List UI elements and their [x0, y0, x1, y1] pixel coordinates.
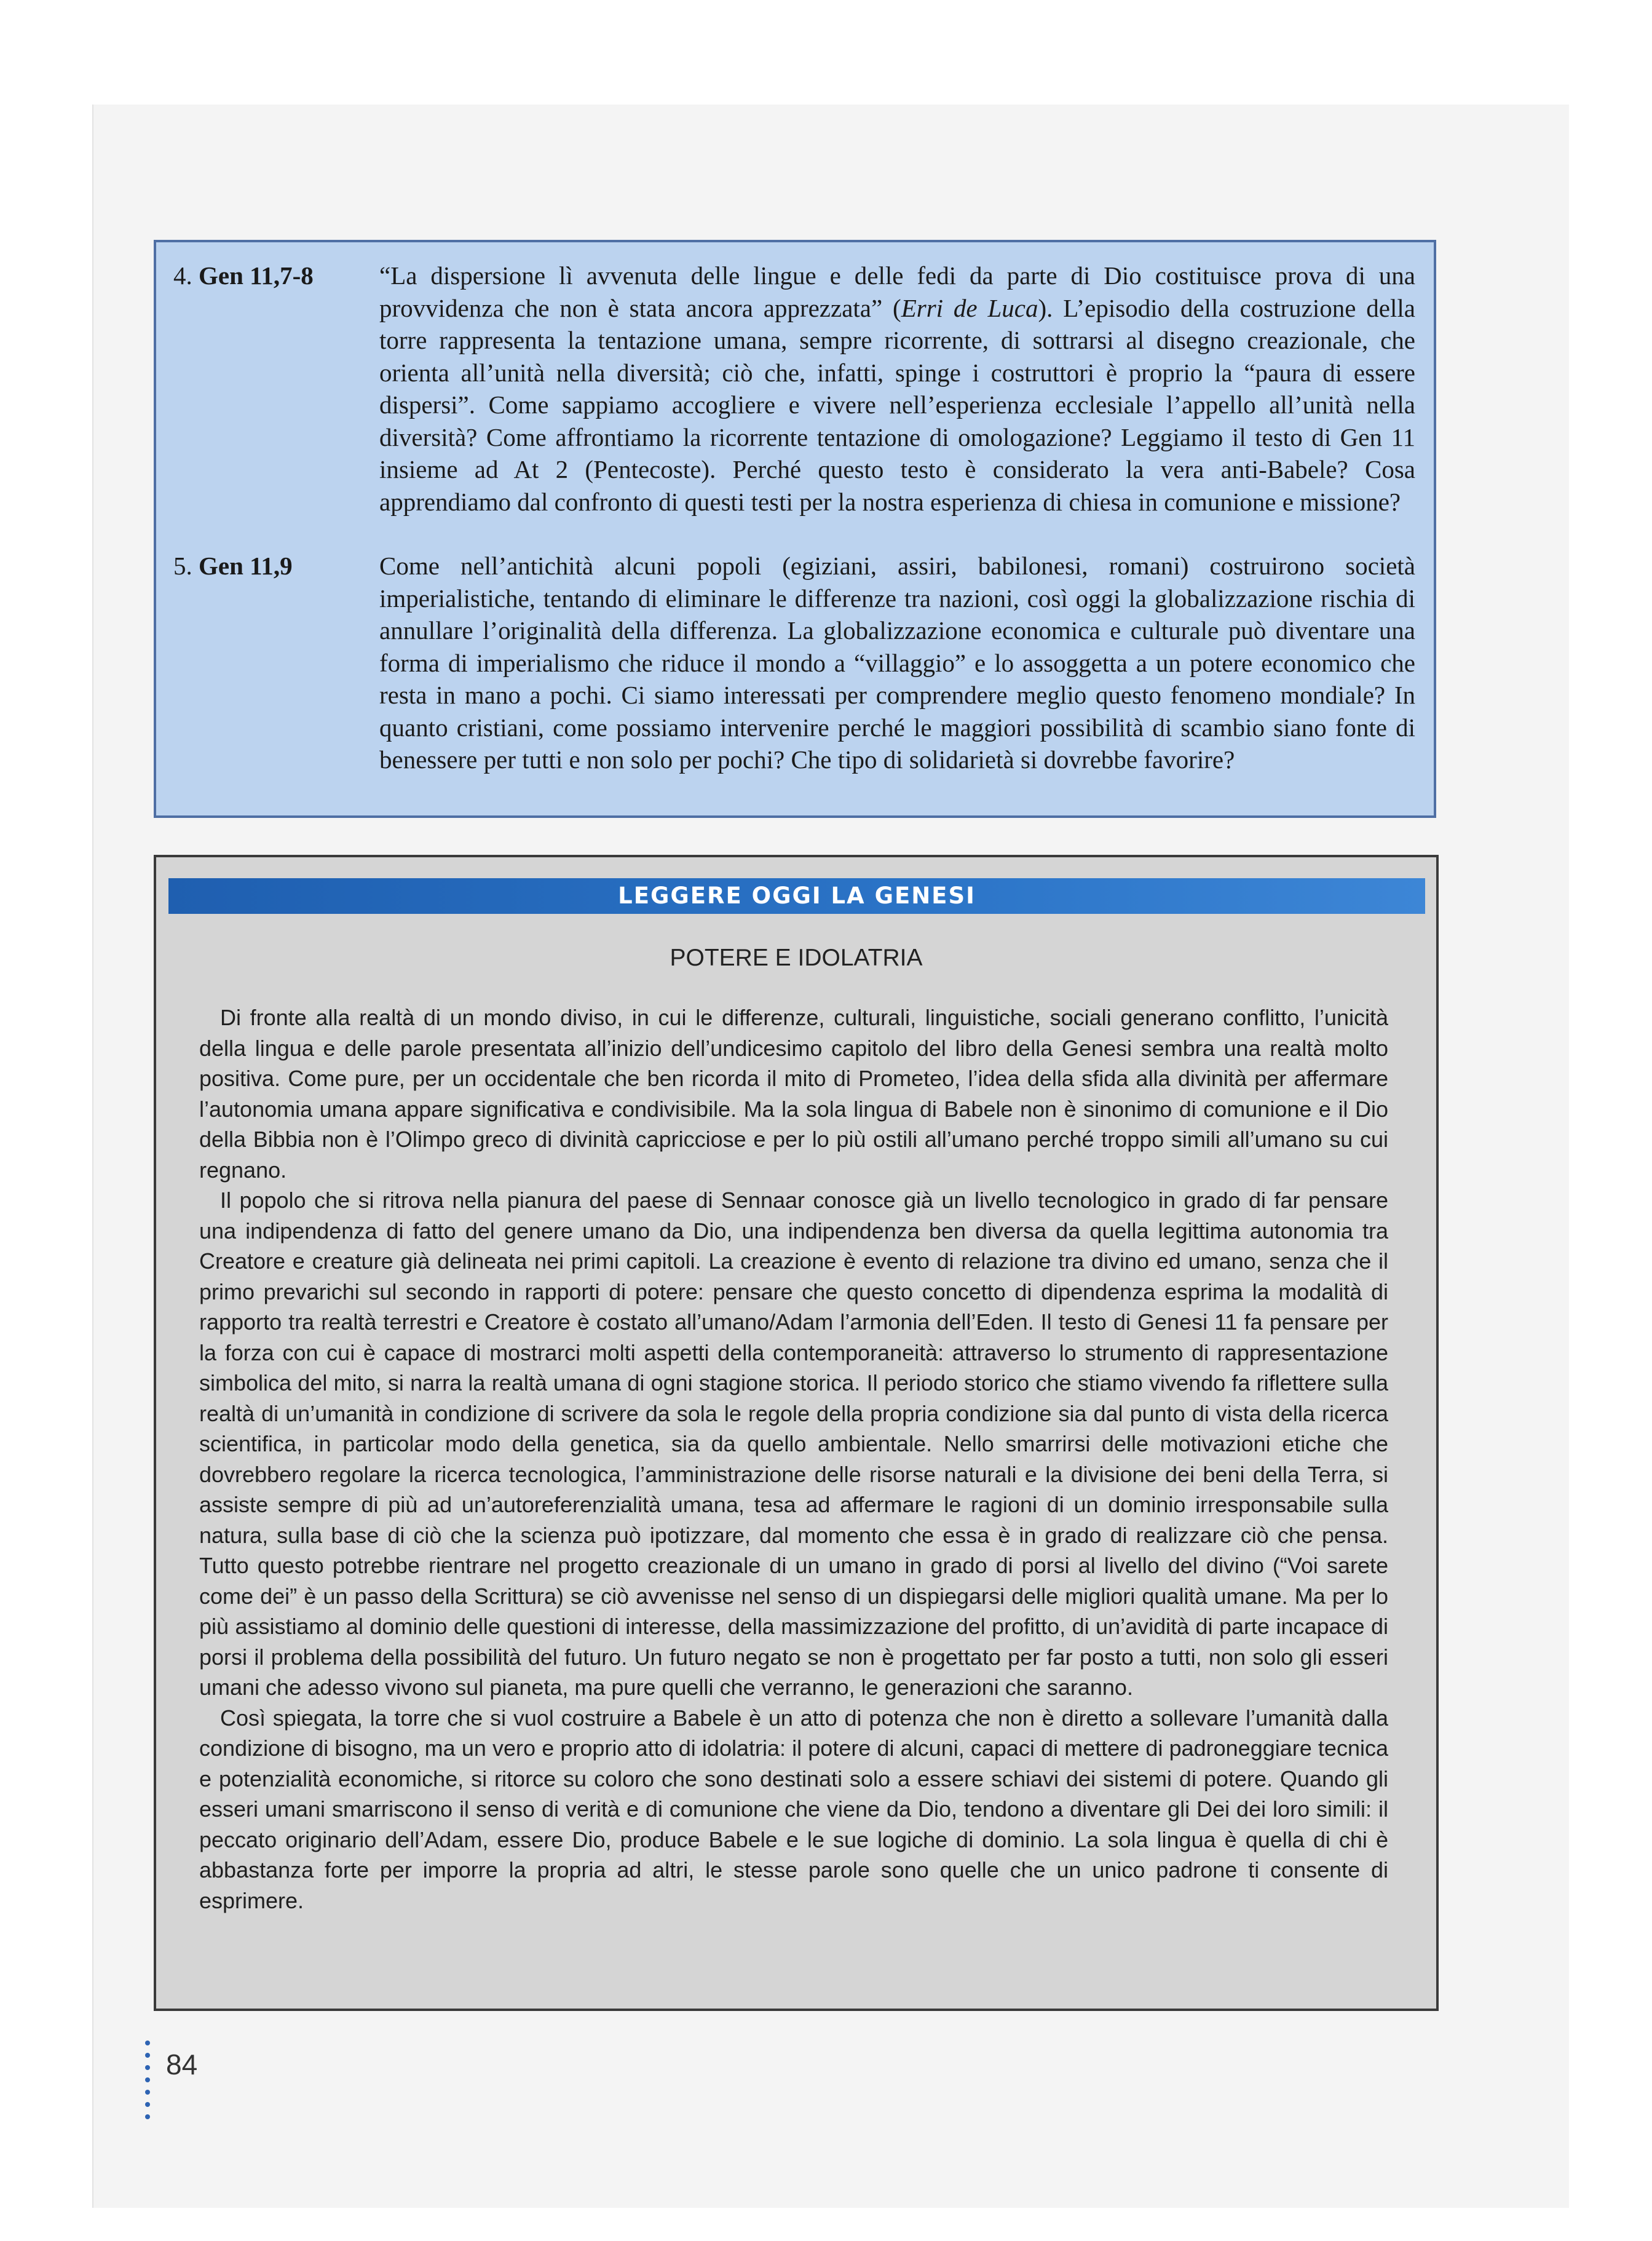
question-4-text-part1: “La dispersione lì avvenuta delle lingue e delle fedi da parte di Dio costituisce prova di una provvidenza che non è stata ancora apprezzata” ( [379, 261, 1415, 322]
reading-banner: LEGGERE OGGI LA GENESI [168, 878, 1425, 914]
questions-box [154, 240, 1436, 818]
reading-body [199, 1002, 1388, 1916]
question-5-ref: Gen 11,9 [199, 552, 293, 580]
reading-paragraph-3: Così spiegata, la torre che si vuol costruire a Babele è un atto di potenza che non è diretto a sollevare l’umanità dalla condizione di bisogno, ma un vero e proprio atto di idolatria: il potere di alcuni, capaci di mettere di padroneggiare tecnica e potenzialità economiche, si ritorce su coloro che sono destinati solo a essere schiavi dei sistemi di potere. Quando gli esseri umani smarriscono il senso di verità e di comunione che viene da Dio, tendono a diventare gli Dei dei loro simili: il peccato originario dell’Adam, essere Dio, produce Babele e le sue logiche di dominio. La sola lingua è quella di chi è abbastanza forte per imporre la propria ad altri, le stesse parole sono quelle che un unico padrone ti consente di esprimere. [199, 1705, 1388, 1913]
question-4-quote-author: Erri de Luca [901, 293, 1038, 322]
reading-paragraph-1: Di fronte alla realtà di un mondo diviso, in cui le differenze, culturali, linguistiche, sociali generano conflitto, l’unicità della lingua e delle parole presentata all’inizio dell’undicesimo capitolo del libro della Genesi sembra una realtà molto positiva. Come pure, per un occidentale che ben ricorda il mito di Prometeo, l’idea della sfida alla divinità per affermare l’autonomia umana appare significativa e condivisibile. Ma la sola lingua di Babele non è sinonimo di comunione e il Dio della Bibbia non è l’Olimpo greco di divinità capricciose e per lo più ostili all’umano perché troppo simili all’umano su cui regnano. [199, 1005, 1388, 1183]
page-number-dots [145, 2041, 150, 2127]
reading-title: POTERE E IDOLATRIA [670, 945, 923, 971]
question-4 [173, 260, 1415, 518]
reading-paragraph-2: Il popolo che si ritrova nella pianura del paese di Sennaar conosce già un livello tecnologico in grado di far pensare una indipendenza di fatto del genere umano da Dio, una indipendenza ben diversa da quella legittima autonomia tra Creatore e creature già delineata nei primi capitoli. La creazione è evento di relazione tra divino ed umano, senza che il primo prevarichi sul secondo in rapporti di potere: pensare che questo concetto di dipendenza esprima la modalità di rapporto tra realtà terrestri e Creatore è costato all’umano/Adam l’armonia dell’Eden. Il testo di Genesi 11 fa pensare per la forza con cui è capace di mostrarci molti aspetti della contemporaneità: attraverso lo strumento di rappresentazione simbolica del mito, si narra la realtà umana di ogni stagione storica. Il periodo storico che stiamo vivendo fa riflettere sulla realtà di un’umanità in condizione di scrivere da sola le regole della propria condizione sia dal punto di vista della ricerca scientifica, in particolar modo della genetica, sia da quello ambientale. Nello smarrirsi delle motivazioni etiche che dovrebbero regolare la ricerca tecnologica, l’amministrazione delle risorse naturali e la divisione dei beni della Terra, si assiste sempre di più ad un’autoreferenzialità umana, tesa ad affermare le ragioni di un dominio irresponsabile sulla natura, sulla base di ciò che la scienza può ipotizzare, dal momento che essa è in grado di realizzare ciò che pensa. Tutto questo potrebbe rientrare nel progetto creazionale di un umano in grado di porsi al livello del divino (“Voi sarete come dei” è un passo della Scrittura) se ciò avvenisse nel senso di un dispiegarsi delle migliori qualità umane. Ma per lo più assistiamo al dominio delle questioni di interesse, della massimizzazione del profitto, di un’avidità di parte incapace di porsi il problema della possibilità del futuro. Un futuro negato se non è progettato per far posto a tutti, non solo gli esseri umani che adesso vivono sul pianeta, ma pure quelli che verranno, le generazioni che saranno. [199, 1188, 1388, 1700]
question-5 [173, 550, 1415, 776]
question-4-reference [173, 260, 379, 518]
question-4-text [379, 260, 1415, 518]
page-number: 84 [166, 2049, 198, 2080]
question-5-reference [173, 550, 379, 776]
question-5-text: Come nell’antichità alcuni popoli (egiziani, assiri, babilonesi, romani) costruirono società imperialistiche, tentando di eliminare le differenze tra nazioni, così oggi la globalizzazione rischia di annullare l’originalità della differenza. La globalizzazione economica e culturale può diventare una forma di imperialismo che riduce il mondo a “villaggio” e lo assoggetta a un potere economico che resta in mano a pochi. Ci siamo interessati per comprendere meglio questo fenomeno mondiale? In quanto cristiani, come possiamo intervenire perché le maggiori possibilità di scambio siano fonte di benessere per tutti e non solo per pochi? Che tipo di solidarietà si dovrebbe favorire? [379, 552, 1415, 774]
reading-box [154, 855, 1439, 2011]
question-5-number: 5. [173, 552, 192, 580]
question-4-number: 4. [173, 261, 192, 290]
question-4-text-part2: ). L’episodio della costruzione della torre rappresenta la tentazione umana, sempre ricorrente, di sottrarsi al disegno creazionale, che orienta all’unità nella diversità; ciò che, infatti, spinge i costruttori è proprio la “paura di essere dispersi”. Come sappiamo accogliere e vivere nell’esperienza ecclesiale l’appello all’unità nella diversità? Come affrontiamo la ricorrente tentazione di omologazione? Leggiamo il testo di Gen 11 insieme ad At 2 (Pentecoste). Perché questo testo è considerato la vera anti-Babele? Cosa apprendiamo dal confronto di questi testi per la nostra esperienza di chiesa in comunione e missione? [379, 293, 1415, 516]
question-4-ref: Gen 11,7-8 [199, 261, 314, 290]
